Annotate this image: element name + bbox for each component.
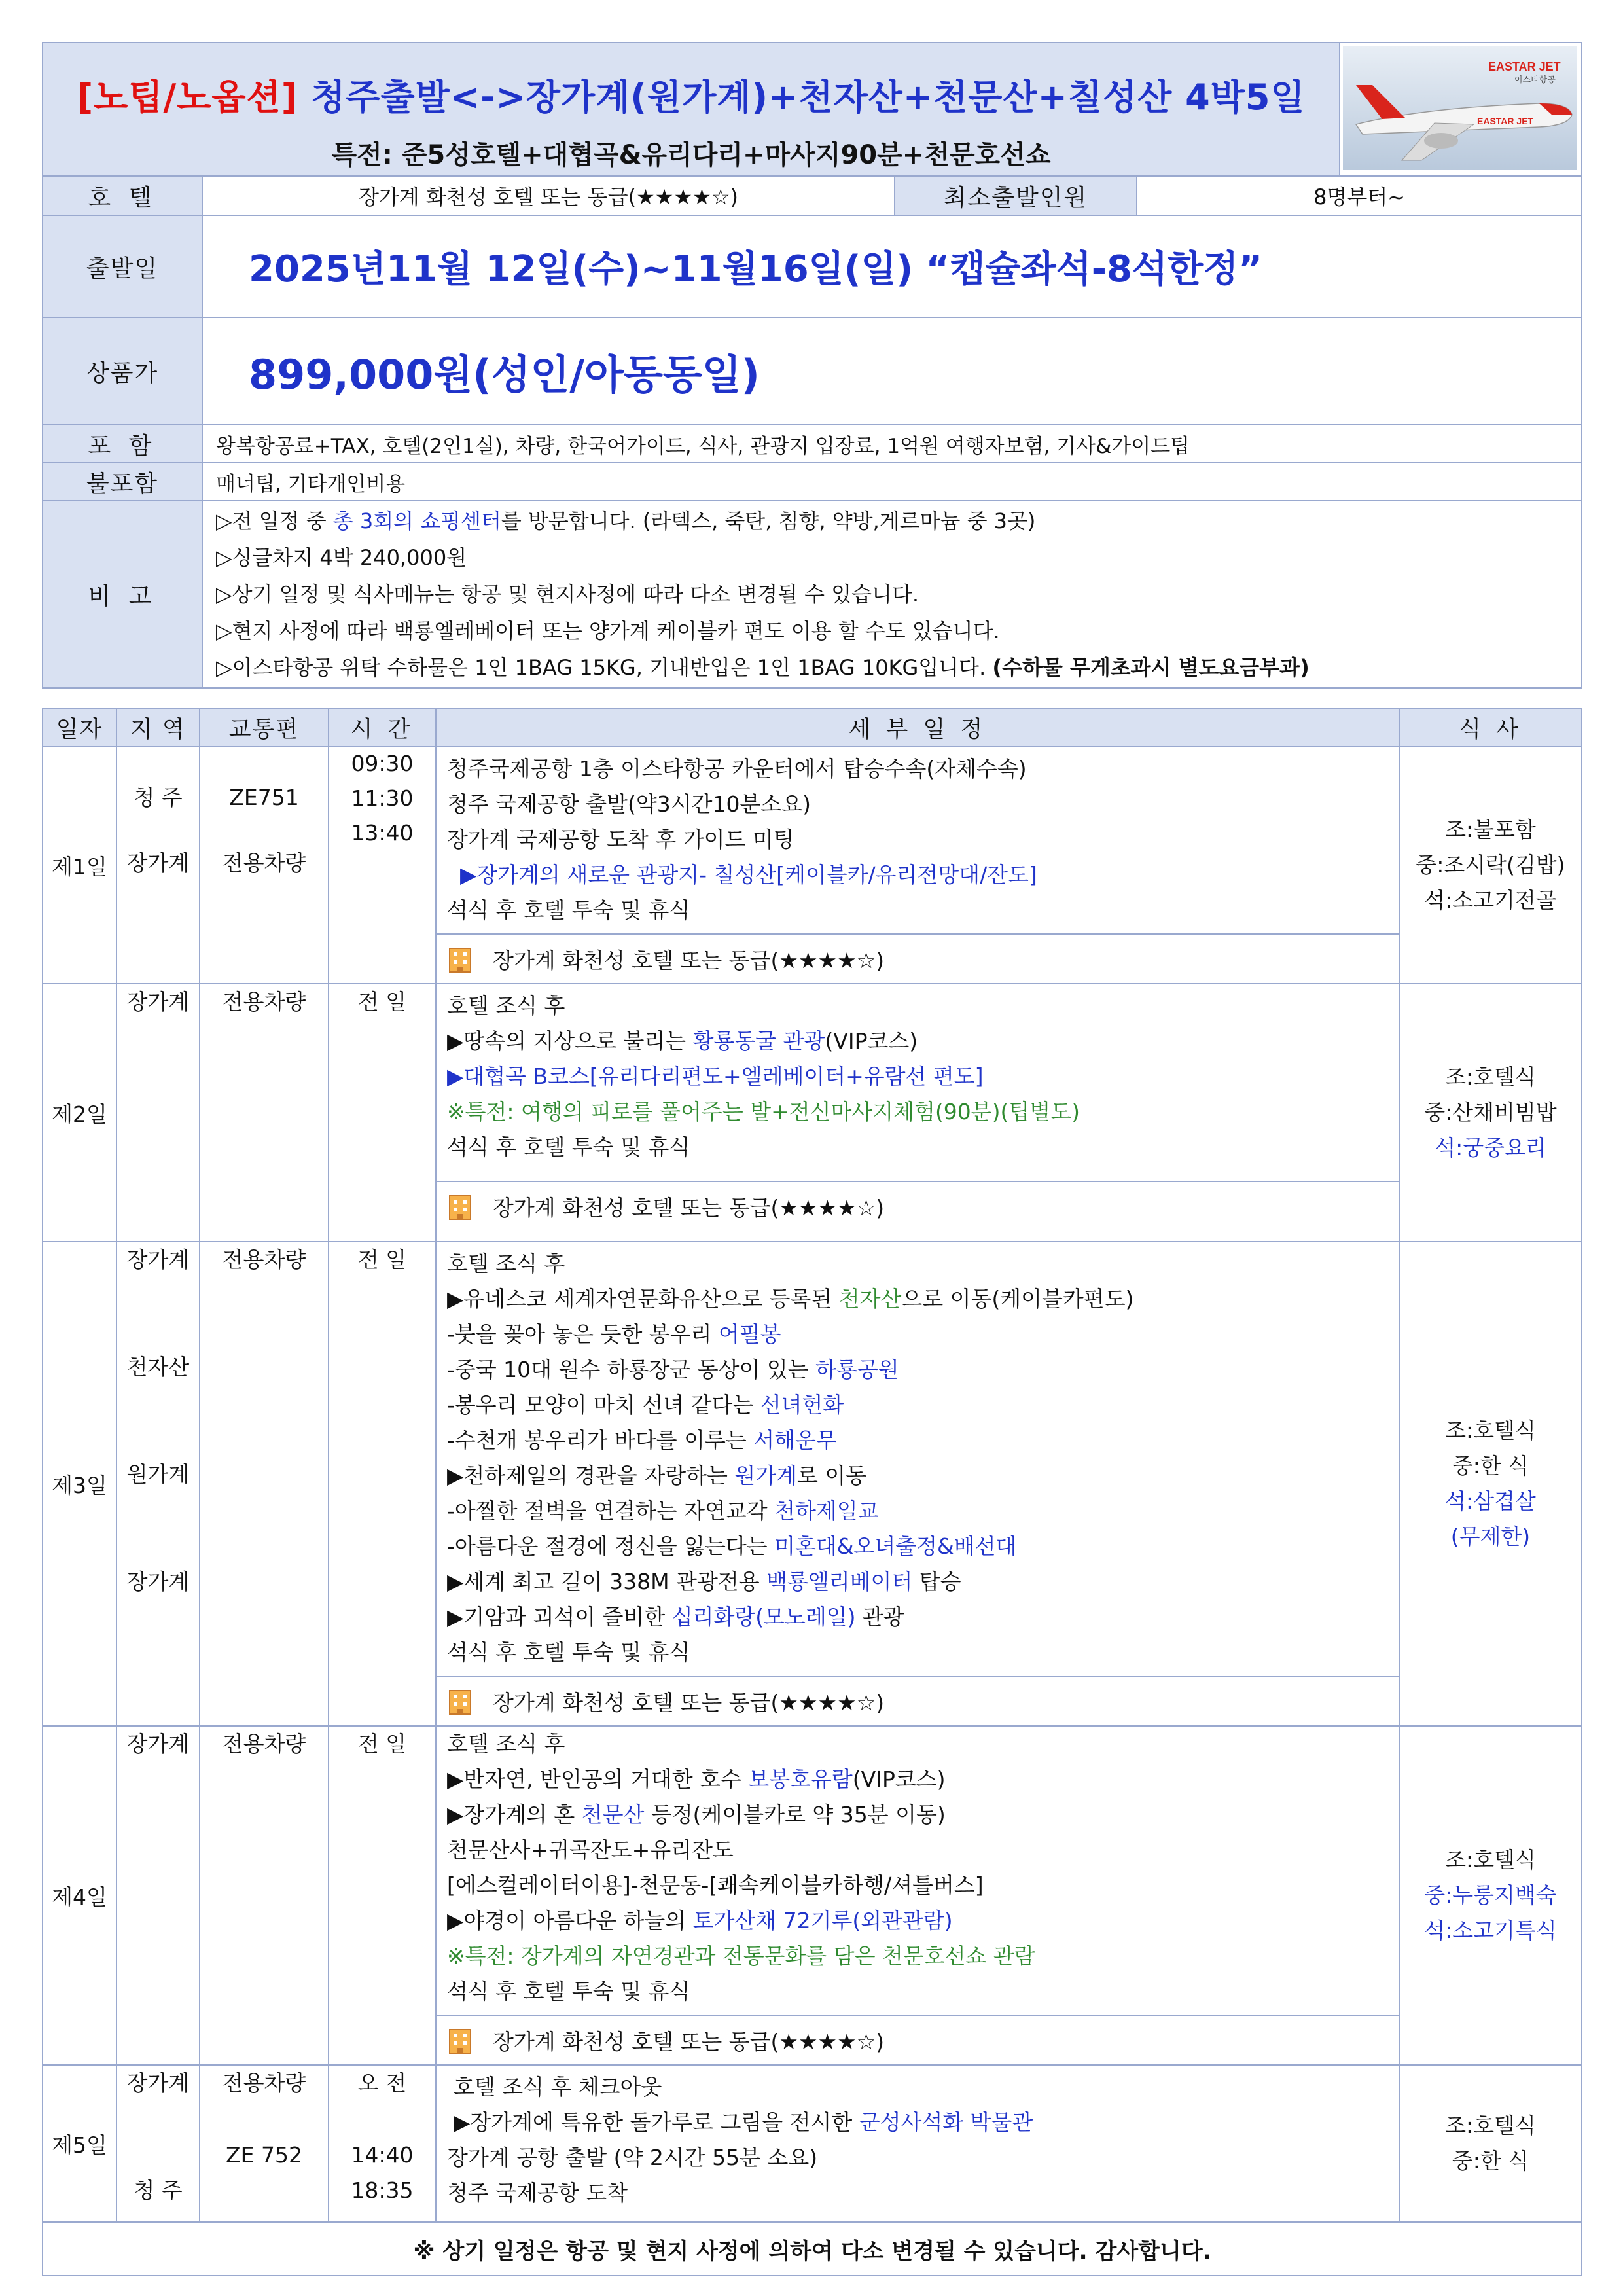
schedule-cell [436, 1242, 1399, 1726]
hotel-bar [437, 933, 1399, 983]
region-cell: 장가계 천자산 원가계 장가계 [116, 1242, 200, 1726]
schedule-line: 석식 후 호텔 투숙 및 휴식 [447, 1640, 690, 1665]
schedule-line: 석식 후 호텔 투숙 및 휴식 [447, 897, 690, 923]
title-main: 청주출발<->장가계(원가계)+천자산+천문산+칠성산 4박5일 [311, 77, 1306, 118]
schedule-line: ※특전: 여행의 피로를 풀어주는 발+전신마사지체험(90분)(팁별도) [447, 1099, 1080, 1124]
price-label: 상품가 [43, 317, 202, 425]
notes-block [202, 501, 1582, 688]
schedule-cell [436, 747, 1399, 984]
region-cell: 청 주 장가계 [116, 747, 200, 984]
airline-logo-cell [1340, 43, 1582, 176]
page-title [43, 69, 1339, 120]
schedule-cell [436, 1726, 1399, 2065]
schedule-line: 석식 후 호텔 투숙 및 휴식 [447, 1134, 690, 1160]
price-value: 899,000원(성인/아동동일) [202, 317, 1582, 425]
meal-cell: 조:호텔식 중:누룽지백숙 석:소고기특식 [1399, 1726, 1582, 2065]
schedule-line: ※특전: 장가계의 자연경관과 전통문화를 담은 천문호선쇼 관람 [447, 1943, 1035, 1969]
region-cell: 장가계 청 주 [116, 2065, 200, 2222]
logo-brand: EASTAR JET [1488, 60, 1561, 73]
schedule-line: -아찔한 절벽을 연결하는 자연교각 천하제일교 [447, 1498, 879, 1524]
table-row [43, 984, 1582, 1242]
schedule-line: ▶장가계의 혼 천문산 등정(케이블카로 약 35분 이동) [447, 1802, 946, 1827]
notes-label: 비 고 [43, 501, 202, 688]
hotel-building-icon [447, 1192, 473, 1221]
page-subtitle: 특전: 준5성호텔+대협곡&유리다리+마사지90분+천문호선쇼 [331, 140, 1051, 170]
table-row [43, 2065, 1582, 2222]
schedule-line: ▶땅속의 지상으로 불리는 황룡동굴 관광(VIP코스) [447, 1028, 918, 1054]
hotel-building-icon [447, 944, 473, 973]
transport-cell: ZE751 전용차량 [200, 747, 329, 984]
note-single-charge: ▷싱글차지 4박 240,000원 [216, 545, 467, 570]
header-region: 지 역 [116, 709, 200, 747]
hotel-line: 장가계 화천성 호텔 또는 동급(★★★★☆) [493, 1689, 885, 1715]
schedule-line: ▶장가계의 새로운 관광지- 칠성산[케이블카/유리전망대/잔도] [460, 862, 1037, 888]
meal-cell: 조:호텔식 중:한 식 [1399, 2065, 1582, 2222]
hotel-bar [437, 2015, 1399, 2064]
time-cell: 전 일 [329, 984, 436, 1242]
meal-cell: 조:호텔식 중:한 식 석:삼겹살 (무제한) [1399, 1242, 1582, 1726]
region-cell: 장가계 [116, 984, 200, 1242]
schedule-line: 호텔 조식 후 [447, 993, 565, 1018]
header-day: 일자 [43, 709, 116, 747]
day-label: 제1일 [43, 747, 116, 984]
schedule-line: 장가계 국제공항 도착 후 가이드 미팅 [447, 827, 794, 852]
schedule-line: ▶세계 최고 길이 338M 관광전용 백룡엘리베이터 탑승 [447, 1569, 961, 1594]
min-people-value: 8명부터~ [1137, 176, 1582, 215]
day-label: 제3일 [43, 1242, 116, 1726]
transport-cell: 전용차량 [200, 1726, 329, 2065]
include-label: 포 함 [43, 425, 202, 463]
note-elevator: ▷현지 사정에 따라 백룡엘레베이터 또는 양가계 케이블카 편도 이용 할 수도 있습니다. [216, 619, 1000, 643]
schedule-line: 천문산사+귀곡잔도+유리잔도 [447, 1837, 734, 1863]
include-value: 왕복항공료+TAX, 호텔(2인1실), 차량, 한국어가이드, 식사, 관광지 입장료, 1억원 여행자보험, 기사&가이드팁 [202, 425, 1582, 463]
hotel-line: 장가계 화천성 호텔 또는 동급(★★★★☆) [493, 2028, 885, 2054]
note-shopping: ▷전 일정 중 총 3회의 쇼핑센터를 방문합니다. (라텍스, 죽탄, 침향, 약방,게르마늄 중 3곳) [216, 509, 1036, 533]
schedule-line: 석식 후 호텔 투숙 및 휴식 [447, 1979, 690, 2004]
exclude-value: 매너팁, 기타개인비용 [202, 463, 1582, 501]
itinerary-table [42, 708, 1582, 2276]
table-row [43, 747, 1582, 984]
time-cell: 09:30 11:30 13:40 [329, 747, 436, 984]
title-tag: [노팁/노옵션] [77, 77, 298, 118]
schedule-line: ▶천하제일의 경관을 자랑하는 원가계로 이동 [447, 1463, 867, 1488]
schedule-cell [436, 2065, 1399, 2222]
hotel-line: 장가계 화천성 호텔 또는 동급(★★★★☆) [493, 1194, 885, 1221]
footer-note: ※ 상기 일정은 항공 및 현지 사정에 의하여 다소 변경될 수 있습니다. 감사합니다. [43, 2222, 1582, 2276]
schedule-line: ▶기암과 괴석이 즐비한 십리화랑(모노레일) 관광 [447, 1604, 904, 1630]
meal-cell: 조:불포함 중:조시락(김밥) 석:소고기전골 [1399, 747, 1582, 984]
table-row [43, 1242, 1582, 1726]
logo-text: EASTAR JET [1477, 116, 1534, 126]
transport-cell: 전용차량 ZE 752 [200, 2065, 329, 2222]
departure-label: 출발일 [43, 215, 202, 317]
header-meal: 식 사 [1399, 709, 1582, 747]
day-label: 제5일 [43, 2065, 116, 2222]
hotel-building-icon [447, 2026, 473, 2054]
schedule-line: -봉우리 모양이 마치 선녀 같다는 선녀헌화 [447, 1392, 844, 1418]
departure-value: 2025년11월 12일(수)~11월16일(일) “캡슐좌석-8석한정” [202, 215, 1582, 317]
hotel-bar [437, 1181, 1399, 1230]
hotel-value: 장가계 화천성 호텔 또는 동급(★★★★☆) [202, 176, 895, 215]
schedule-line: 청주국제공항 1층 이스타항공 카운터에서 탑승수속(자체수속) [447, 756, 1027, 781]
note-baggage: ▷이스타항공 위탁 수하물은 1인 1BAG 15KG, 기내반입은 1인 1BAG 10KG입니다. (수하물 무게초과시 별도요금부과) [216, 655, 1310, 680]
hotel-label: 호 텔 [43, 176, 202, 215]
schedule-line: ▶반자연, 반인공의 거대한 호수 보봉호유람(VIP코스) [447, 1767, 946, 1792]
schedule-line: -아름다운 절경에 정신을 잃는다는 미혼대&오녀출정&배선대 [447, 1534, 1017, 1559]
schedule-line: 호텔 조식 후 [447, 1731, 565, 1757]
min-people-label: 최소출발인원 [895, 176, 1137, 215]
hotel-building-icon [447, 1687, 473, 1715]
time-cell: 전 일 [329, 1242, 436, 1726]
header-time: 시 간 [329, 709, 436, 747]
hotel-bar [437, 1676, 1399, 1725]
transport-cell: 전용차량 [200, 1242, 329, 1726]
schedule-cell [436, 984, 1399, 1242]
time-cell: 오 전 14:40 18:35 [329, 2065, 436, 2222]
header-detail: 세 부 일 정 [436, 709, 1399, 747]
schedule-line: ▶장가계에 특유한 돌가루로 그림을 전시한 군성사석화 박물관 [454, 2109, 1033, 2135]
day-label: 제4일 [43, 1726, 116, 2065]
schedule-line: 청주 국제공항 도착 [447, 2180, 628, 2206]
transport-cell: 전용차량 [200, 984, 329, 1242]
day-label: 제2일 [43, 984, 116, 1242]
meal-cell: 조:호텔식 중:산채비빔밥 석:궁중요리 [1399, 984, 1582, 1242]
schedule-line: 장가계 공항 출발 (약 2시간 55분 소요) [447, 2145, 818, 2170]
schedule-line: -수천개 봉우리가 바다를 이루는 서해운무 [447, 1427, 837, 1453]
schedule-line: ▶유네스코 세계자연문화유산으로 등록된 천자산으로 이동(케이블카편도) [447, 1286, 1134, 1312]
logo-brand-ko: 이스타항공 [1514, 75, 1556, 85]
header-transport: 교통편 [200, 709, 329, 747]
region-cell: 장가계 [116, 1726, 200, 2065]
schedule-line: [에스컬레이터이용]-천문동-[쾌속케이블카하행/셔틀버스] [447, 1873, 984, 1898]
title-block [43, 43, 1340, 176]
hotel-line: 장가계 화천성 호텔 또는 동급(★★★★☆) [493, 947, 885, 973]
schedule-line: ▶대협곡 B코스[유리다리편도+엘레베이터+유람선 편도] [447, 1064, 984, 1089]
table-row [43, 1726, 1582, 2065]
time-cell: 전 일 [329, 1726, 436, 2065]
schedule-line: -중국 10대 원수 하룡장군 동상이 있는 하룡공원 [447, 1357, 899, 1382]
summary-table [42, 42, 1582, 689]
schedule-line: ▶야경이 아름다운 하늘의 토가산채 72기루(외관관람) [447, 1908, 953, 1933]
exclude-label: 불포함 [43, 463, 202, 501]
schedule-line: -붓을 꽂아 놓은 듯한 봉우리 어필봉 [447, 1321, 781, 1347]
schedule-line: 호텔 조식 후 체크아웃 [454, 2074, 662, 2100]
note-change: ▷상기 일정 및 식사메뉴는 항공 및 현지사정에 따라 다소 변경될 수 있습니다. [216, 582, 919, 607]
airplane-logo-icon [1343, 46, 1577, 170]
schedule-line: 청주 국제공항 출발(약3시간10분소요) [447, 791, 812, 817]
schedule-line: 호텔 조식 후 [447, 1251, 565, 1276]
